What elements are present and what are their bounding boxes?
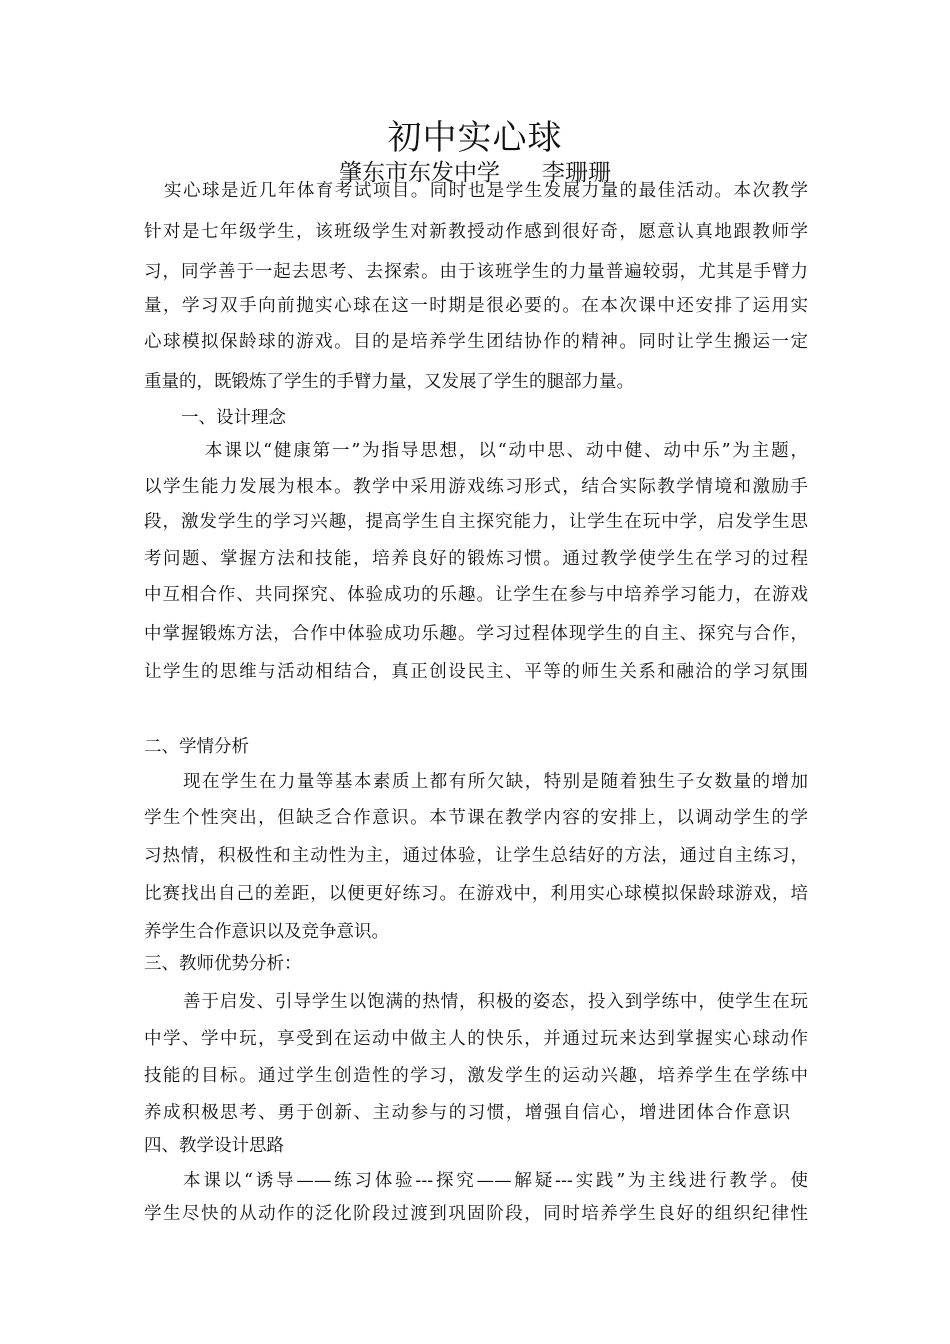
text-line: 中互相合作、共同探究、体验成功的乐趣。让学生在参与中培养学习能力，在游戏 [144,585,808,605]
section-heading: 二、学情分析 [144,737,249,757]
text-line: 中掌握锻炼方法，合作中体验成功乐趣。学习过程体现学生的自主、探究与合作， [144,624,808,644]
section-heading: 一、设计理念 [181,408,286,428]
section-heading: 三、教师优势分析： [144,954,302,974]
document-title: 初中实心球 [387,118,563,158]
text-line: 让学生的思维与活动相结合，真正创设民主、平等的师生关系和融洽的学习氛围 [144,662,808,682]
text-line: 养学生合作意识以及竞争意识。 [144,922,389,942]
text-line: 现在学生在力量等基本素质上都有所欠缺，特别是随着独生子女数量的增加 [183,772,808,792]
text-line: 考问题、掌握方法和技能，培养良好的锻炼习惯。通过教学使学生在学习的过程 [144,549,808,569]
text-line: 养成积极思考、勇于创新、主动参与的习惯，增强自信心，增进团体合作意识 [144,1103,790,1123]
text-line: 以学生能力发展为根本。教学中采用游戏练习形式，结合实际教学情境和激励手 [144,477,808,497]
text-line: 实心球是近几年体育考试项目。同时也是学生发展力量的最佳活动。本次教学 [164,181,808,201]
author-name: 李珊珊 [542,160,611,186]
school-name: 肇东市东发中学 [339,160,500,186]
text-line: 技能的目标。通过学生创造性的学习，激发学生的运动兴趣，培养学生在学练中 [144,1066,808,1086]
text-line: 学生尽快的从动作的泛化阶段过渡到巩固阶段，同时培养学生良好的组织纪律性 [144,1204,808,1224]
text-line: 段，激发学生的学习兴趣，提高学生自主探究能力，让学生在玩中学，启发学生思 [144,512,808,532]
text-line: 善于启发、引导学生以饱满的热情，积极的姿态，投入到学练中，使学生在玩 [183,992,808,1012]
text-line: 本课以“诱导——练习体验---探究——解疑---实践”为主线进行教学。使 [183,1171,808,1191]
text-line: 中学、学中玩，享受到在运动中做主人的快乐，并通过玩来达到掌握实心球动作 [144,1029,808,1049]
text-line: 量，学习双手向前抛实心球在这一时期是很必要的。在本次课中还安排了运用实 [144,296,808,316]
section-heading: 四、教学设计思路 [144,1136,284,1156]
text-line: 心球模拟保龄球的游戏。目的是培养学生团结协作的精神。同时让学生搬运一定 [144,332,808,352]
text-line: 针对是七年级学生，该班级学生对新教授动作感到很好奇，愿意认真地跟教师学 [144,222,808,242]
text-line: 本课以“健康第一”为指导思想，以“动中思、动中健、动中乐”为主题， [205,441,808,461]
text-line: 比赛找出自己的差距，以便更好练习。在游戏中，利用实心球模拟保龄球游戏，培 [144,884,808,904]
text-line: 习，同学善于一起去思考、去探索。由于该班学生的力量普遍较弱，尤其是手臂力 [144,262,808,282]
text-line: 学生个性突出，但缺乏合作意识。本节课在教学内容的安排上，以调动学生的学 [144,808,808,828]
text-line: 重量的，既锻炼了学生的手臂力量，又发展了学生的腿部力量。 [144,372,634,392]
text-line: 习热情，积极性和主动性为主，通过体验，让学生总结好的方法，通过自主练习， [144,846,808,866]
